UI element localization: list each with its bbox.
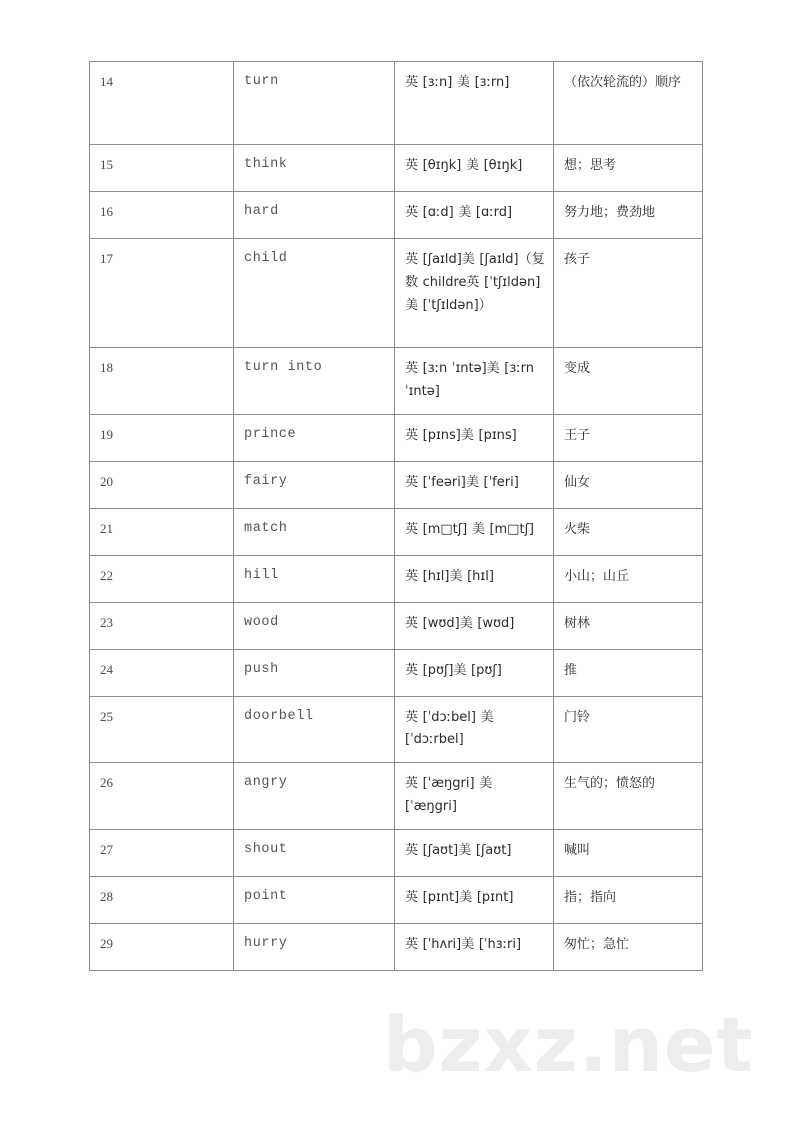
row-pronunciation: 英 [ʃaɪld]美 [ʃaɪld]（复数 childre英 [ˈtʃɪldən]美 [ˈtʃɪldən]）	[395, 239, 554, 348]
table-row	[90, 876, 703, 923]
row-pronunciation: 英 [hɪl]美 [hɪl]	[395, 555, 554, 602]
row-word: hurry	[234, 923, 395, 970]
row-pronunciation: 英 [ʃaʊt]美 [ʃaʊt]	[395, 829, 554, 876]
row-pronunciation: 英 [ɜːn ˈɪntə]美 [ɜːrn ˈɪntə]	[395, 348, 554, 415]
vocabulary-table-body	[90, 62, 703, 971]
table-row	[90, 829, 703, 876]
row-index: 21	[90, 508, 234, 555]
table-row	[90, 192, 703, 239]
row-index: 22	[90, 555, 234, 602]
row-meaning: （依次轮流的）顺序	[554, 62, 703, 145]
row-pronunciation: 英 [ˈhʌri]美 [ˈhɜːri]	[395, 923, 554, 970]
row-meaning: 树林	[554, 602, 703, 649]
row-word: wood	[234, 602, 395, 649]
table-row	[90, 461, 703, 508]
row-word: turn into	[234, 348, 395, 415]
table-row	[90, 649, 703, 696]
row-word: child	[234, 239, 395, 348]
row-pronunciation: 英 [m□tʃ] 美 [m□tʃ]	[395, 508, 554, 555]
watermark: bzxz.net	[383, 1000, 754, 1089]
row-meaning: 孩子	[554, 239, 703, 348]
row-word: push	[234, 649, 395, 696]
row-index: 23	[90, 602, 234, 649]
row-pronunciation: 英 [ˈæŋgri] 美 [ˈæŋgri]	[395, 763, 554, 830]
table-row	[90, 348, 703, 415]
table-row	[90, 555, 703, 602]
row-meaning: 喊叫	[554, 829, 703, 876]
row-pronunciation: 英 [ˈdɔːbel] 美 [ˈdɔːrbel]	[395, 696, 554, 763]
row-index: 15	[90, 145, 234, 192]
table-row	[90, 414, 703, 461]
row-index: 28	[90, 876, 234, 923]
row-pronunciation: 英 [ɜːn] 美 [ɜːrn]	[395, 62, 554, 145]
row-meaning: 努力地；费劲地	[554, 192, 703, 239]
row-meaning: 王子	[554, 414, 703, 461]
table-row	[90, 239, 703, 348]
row-meaning: 匆忙；急忙	[554, 923, 703, 970]
row-meaning: 门铃	[554, 696, 703, 763]
row-index: 17	[90, 239, 234, 348]
row-meaning: 小山；山丘	[554, 555, 703, 602]
row-pronunciation: 英 [ɑːd] 美 [ɑːrd]	[395, 192, 554, 239]
table-row	[90, 923, 703, 970]
row-index: 20	[90, 461, 234, 508]
row-pronunciation: 英 [pɪnt]美 [pɪnt]	[395, 876, 554, 923]
row-word: think	[234, 145, 395, 192]
table-row	[90, 602, 703, 649]
row-meaning: 火柴	[554, 508, 703, 555]
row-index: 29	[90, 923, 234, 970]
row-meaning: 变成	[554, 348, 703, 415]
row-index: 19	[90, 414, 234, 461]
table-row	[90, 508, 703, 555]
row-word: turn	[234, 62, 395, 145]
row-meaning: 生气的；愤怒的	[554, 763, 703, 830]
row-word: point	[234, 876, 395, 923]
row-pronunciation: 英 [pɪns]美 [pɪns]	[395, 414, 554, 461]
row-word: fairy	[234, 461, 395, 508]
row-index: 16	[90, 192, 234, 239]
vocabulary-table	[89, 61, 703, 971]
row-index: 27	[90, 829, 234, 876]
row-pronunciation: 英 [ˈfeəri]美 [ˈferi]	[395, 461, 554, 508]
row-index: 18	[90, 348, 234, 415]
row-index: 25	[90, 696, 234, 763]
row-index: 14	[90, 62, 234, 145]
row-word: hard	[234, 192, 395, 239]
row-word: match	[234, 508, 395, 555]
row-pronunciation: 英 [pʊʃ]美 [pʊʃ]	[395, 649, 554, 696]
table-row	[90, 62, 703, 145]
row-word: shout	[234, 829, 395, 876]
row-pronunciation: 英 [θɪŋk] 美 [θɪŋk]	[395, 145, 554, 192]
row-meaning: 推	[554, 649, 703, 696]
table-row	[90, 145, 703, 192]
row-word: prince	[234, 414, 395, 461]
row-meaning: 指；指向	[554, 876, 703, 923]
row-word: angry	[234, 763, 395, 830]
row-meaning: 想；思考	[554, 145, 703, 192]
row-index: 26	[90, 763, 234, 830]
row-index: 24	[90, 649, 234, 696]
row-meaning: 仙女	[554, 461, 703, 508]
table-row	[90, 696, 703, 763]
table-row	[90, 763, 703, 830]
row-word: doorbell	[234, 696, 395, 763]
row-word: hill	[234, 555, 395, 602]
row-pronunciation: 英 [wʊd]美 [wʊd]	[395, 602, 554, 649]
